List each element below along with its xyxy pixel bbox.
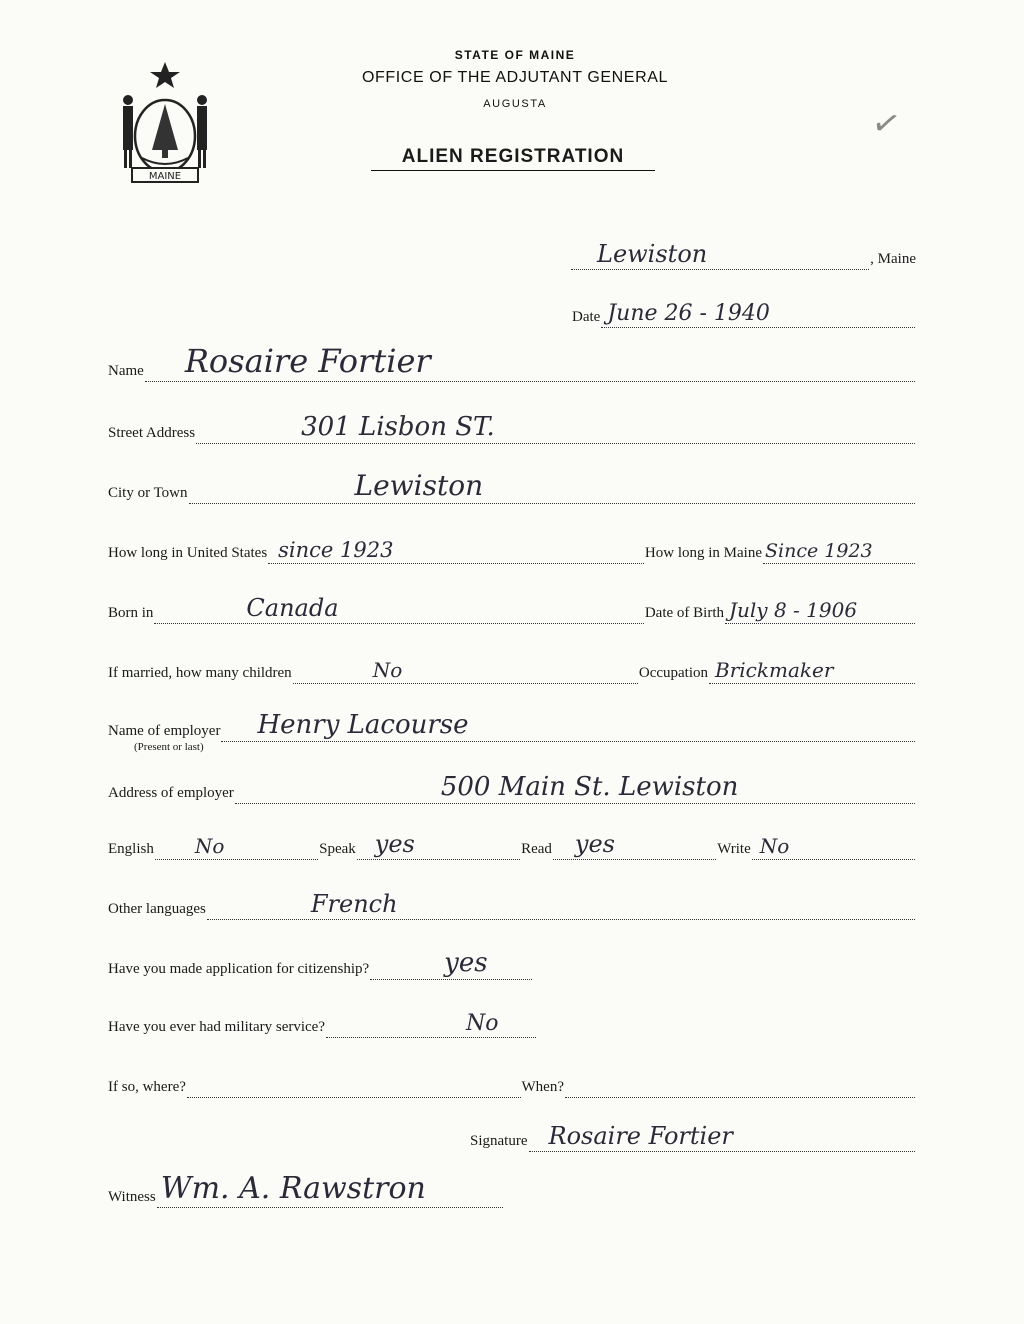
row-other-languages bbox=[108, 890, 916, 920]
city-label: City or Town bbox=[108, 485, 188, 501]
occupation-value: Brickmaker bbox=[715, 658, 834, 682]
where-label: If so, where? bbox=[108, 1079, 186, 1095]
form-title: ALIEN REGISTRATION bbox=[371, 146, 655, 171]
row-street bbox=[108, 412, 916, 444]
city-field bbox=[189, 469, 915, 504]
military-field bbox=[326, 1011, 536, 1038]
street-label: Street Address bbox=[108, 425, 196, 441]
maine-duration-value: Since 1923 bbox=[765, 540, 873, 562]
dob-value: July 8 - 1906 bbox=[729, 598, 858, 622]
row-employer bbox=[108, 710, 916, 742]
svg-text:MAINE: MAINE bbox=[148, 171, 182, 182]
write-label: Write bbox=[717, 841, 751, 857]
row-birth bbox=[108, 594, 916, 624]
born-in-label: Born in bbox=[108, 605, 154, 621]
row-town bbox=[570, 240, 916, 270]
occupation-field bbox=[709, 658, 915, 684]
row-duration bbox=[108, 538, 916, 564]
name-field bbox=[145, 342, 915, 382]
dob-field bbox=[725, 598, 915, 624]
born-in-field bbox=[154, 594, 643, 624]
read-field bbox=[553, 830, 716, 860]
military-label: Have you ever had military service? bbox=[108, 1019, 325, 1035]
signature-field bbox=[529, 1122, 916, 1152]
employer-address-value: 500 Main St. Lewiston bbox=[440, 772, 739, 802]
when-field bbox=[565, 1079, 915, 1098]
checkmark-icon: ✓ bbox=[868, 101, 905, 147]
english-label: English bbox=[108, 841, 154, 857]
signature-value: Rosaire Fortier bbox=[548, 1122, 733, 1150]
read-value: yes bbox=[574, 830, 615, 858]
other-languages-field bbox=[207, 890, 915, 920]
row-citizenship bbox=[108, 948, 916, 980]
maine-seal-icon bbox=[112, 58, 218, 186]
header-office: OFFICE OF THE ADJUTANT GENERAL bbox=[361, 69, 669, 86]
employer-address-field bbox=[235, 772, 915, 804]
witness-label: Witness bbox=[108, 1189, 156, 1205]
date-field bbox=[601, 301, 915, 328]
city-value: Lewiston bbox=[354, 469, 484, 502]
us-duration-value: since 1923 bbox=[278, 538, 394, 562]
witness-value: Wm. A. Rawstron bbox=[160, 1171, 426, 1206]
citizenship-label: Have you made application for citizenship? bbox=[108, 961, 370, 977]
speak-label: Speak bbox=[319, 841, 356, 857]
dob-label: Date of Birth bbox=[644, 605, 724, 621]
when-label: When? bbox=[521, 1079, 564, 1095]
town-suffix: , Maine bbox=[870, 251, 916, 267]
row-date bbox=[572, 302, 916, 328]
born-in-value: Canada bbox=[246, 594, 339, 622]
street-value: 301 Lisbon ST. bbox=[301, 412, 495, 442]
employer-address-label: Address of employer bbox=[108, 785, 234, 801]
maine-duration-label: How long in Maine bbox=[644, 545, 762, 561]
row-name bbox=[108, 342, 916, 382]
town-field bbox=[571, 240, 869, 270]
english-field bbox=[155, 834, 318, 860]
where-field bbox=[187, 1079, 521, 1098]
witness-field bbox=[157, 1171, 503, 1208]
header-state: STATE OF MAINE bbox=[454, 48, 576, 62]
read-label: Read bbox=[521, 841, 552, 857]
name-label: Name bbox=[108, 363, 144, 379]
maine-duration-field bbox=[763, 540, 915, 564]
us-duration-label: How long in United States bbox=[108, 545, 268, 561]
town-value: Lewiston bbox=[597, 240, 708, 268]
children-field bbox=[293, 658, 638, 684]
children-value: No bbox=[372, 658, 403, 682]
speak-field bbox=[357, 830, 520, 860]
employer-label: Name of employer bbox=[108, 723, 221, 739]
occupation-label: Occupation bbox=[638, 665, 708, 681]
header-city: AUGUSTA bbox=[483, 98, 547, 110]
date-label: Date bbox=[572, 309, 601, 325]
employer-field bbox=[221, 710, 915, 742]
other-languages-label: Other languages bbox=[108, 901, 206, 917]
citizenship-field bbox=[370, 948, 532, 980]
write-field bbox=[752, 834, 915, 860]
date-value: June 26 - 1940 bbox=[607, 301, 770, 326]
write-value: No bbox=[759, 834, 790, 858]
military-value: No bbox=[466, 1011, 499, 1036]
signature-label: Signature bbox=[470, 1133, 528, 1149]
other-languages-value: French bbox=[310, 890, 398, 918]
street-field bbox=[196, 412, 915, 444]
children-label: If married, how many children bbox=[108, 665, 292, 681]
citizenship-value: yes bbox=[444, 948, 488, 978]
row-signature bbox=[470, 1122, 916, 1152]
us-duration-field bbox=[268, 538, 644, 564]
employer-value: Henry Lacourse bbox=[257, 710, 469, 740]
row-witness bbox=[108, 1171, 504, 1208]
row-where-when bbox=[108, 1072, 916, 1098]
english-value: No bbox=[194, 834, 225, 858]
name-value: Rosaire Fortier bbox=[184, 342, 431, 380]
row-employer-address bbox=[108, 772, 916, 804]
row-english bbox=[108, 830, 916, 860]
speak-value: yes bbox=[374, 830, 415, 858]
employer-sublabel: (Present or last) bbox=[134, 741, 204, 753]
row-city bbox=[108, 469, 916, 504]
row-military bbox=[108, 1012, 916, 1038]
row-children bbox=[108, 658, 916, 684]
